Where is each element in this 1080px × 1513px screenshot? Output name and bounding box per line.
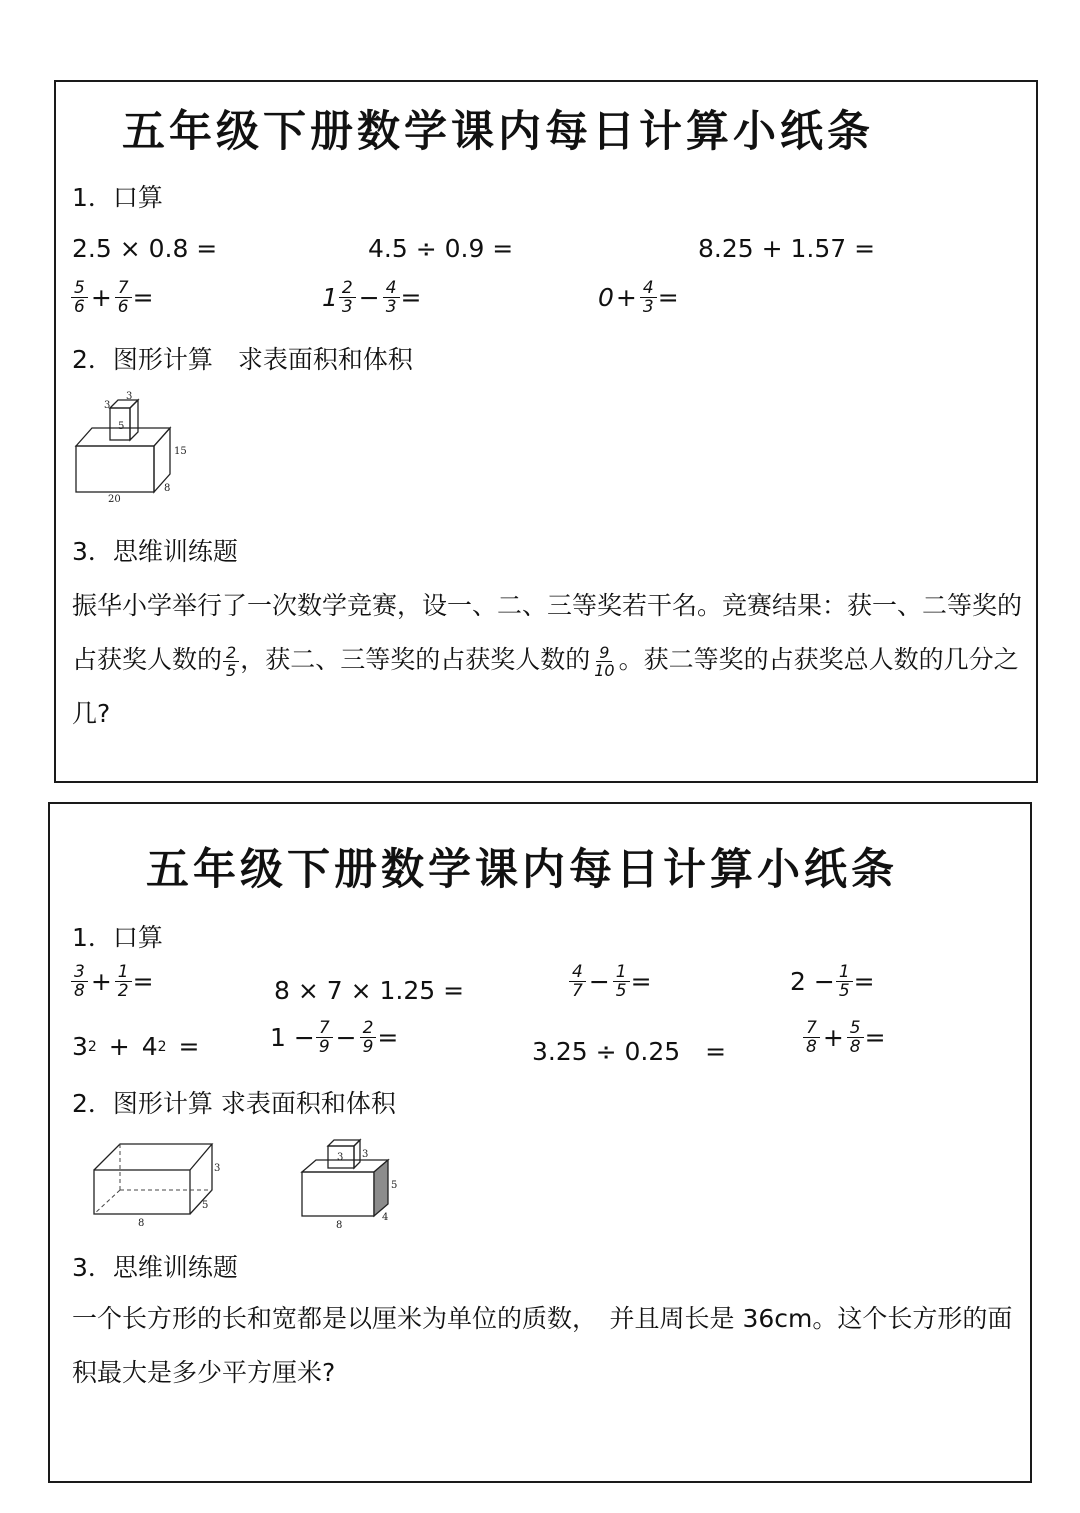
fraction: $\frac{7}{6}$: [115, 280, 132, 315]
section-mental-math-title: 1．口算: [72, 923, 163, 952]
fraction: $\frac{4}{7}$: [569, 964, 586, 999]
fig-label-depth: 4: [382, 1212, 389, 1223]
page-title: 五年级下册数学课内每日计算小纸条: [122, 107, 874, 157]
fraction: $\frac{7}{9}$: [316, 1020, 333, 1055]
word-problem-text: 振华小学举行了一次数学竞赛，设一、二、三等奖若干名。竞赛结果：获一、二等奖的占获奖人数的 $\frac{2}{5}$ ，获二、三等奖的占获奖人数的 $\frac{9}{10}$ 。获二等奖的占获奖总人数的几分之几?: [72, 591, 1023, 728]
worksheet-card-2: [48, 802, 1032, 1483]
fig-label-width: 8: [336, 1220, 343, 1230]
section-thinking-title: 3．思维训练题: [72, 537, 238, 566]
fig-label-height: 3: [214, 1163, 221, 1174]
fig-label-top-height: 3: [362, 1149, 369, 1160]
problem-mixed-subtract: 1 $\frac{2}{3}$ − $\frac{4}{3}$ =: [322, 278, 422, 317]
fraction: $\frac{1}{5}$: [613, 964, 630, 999]
problem-fraction-add-eighths: $\frac{7}{8}$ + $\frac{5}{8}$ =: [802, 1020, 886, 1055]
problem-zero-add: 0 + $\frac{4}{3}$ =: [598, 278, 679, 317]
fraction: $\frac{5}{6}$: [71, 280, 88, 315]
fig-label-top-height: 5: [118, 421, 125, 432]
word-problem-text: 一个长方形的长和宽都是以厘米为单位的质数， 并且周长是 36cm。这个长方形的面积最大是多少平方厘米?: [72, 1304, 1013, 1387]
composite-cuboid-figure: [296, 1130, 406, 1230]
problem-fraction-add: $\frac{5}{6}$ + $\frac{7}{6}$ =: [70, 280, 154, 315]
fig-label-top-width: 3: [104, 400, 111, 411]
fraction: $\frac{2}{9}$: [360, 1020, 377, 1055]
section-mental-math-title: 1．口算: [72, 183, 163, 212]
fraction: $\frac{9}{10}$: [594, 642, 615, 680]
problem-whole-minus-fraction: 2 − $\frac{1}{5}$ =: [790, 962, 875, 1001]
fraction: $\frac{2}{3}$: [339, 280, 356, 315]
fig-label-top-depth: 3: [126, 391, 133, 402]
problem-decimal-add: 8.25 + 1.57 =: [698, 234, 876, 263]
fig-label-depth: 5: [202, 1200, 209, 1211]
problem-one-minus-fractions: 1 − $\frac{7}{9}$ − $\frac{2}{9}$ =: [270, 1018, 399, 1057]
section-geometry-title: 2．图形计算 求表面积和体积: [72, 1089, 396, 1118]
fig-label-depth: 8: [164, 483, 171, 494]
cuboid-figure: [90, 1138, 230, 1230]
fraction: $\frac{1}{2}$: [115, 964, 132, 999]
fraction: $\frac{4}{3}$: [640, 280, 657, 315]
composite-cuboid-figure: [70, 388, 200, 504]
problem-decimal-divide: 4.5 ÷ 0.9 =: [368, 234, 514, 263]
worksheet-card-1: [54, 80, 1038, 783]
fraction: $\frac{2}{5}$: [223, 645, 239, 678]
fraction: $\frac{5}{8}$: [847, 1020, 864, 1055]
problem-decimal-divide: 3.25 ÷ 0.25 =: [532, 1037, 727, 1066]
fraction: $\frac{4}{3}$: [383, 280, 400, 315]
page-title: 五年级下册数学课内每日计算小纸条: [146, 845, 898, 895]
section-geometry-title: 2．图形计算 求表面积和体积: [72, 345, 413, 374]
problem-fraction-subtract: $\frac{4}{7}$ − $\frac{1}{5}$ =: [568, 964, 652, 999]
fraction: $\frac{1}{5}$: [836, 964, 853, 999]
problem-squares-sum: 3 2 + 4 2 =: [72, 1032, 200, 1061]
problem-fraction-add: $\frac{3}{8}$ + $\frac{1}{2}$ =: [70, 964, 154, 999]
problem-decimal-multiply: 2.5 × 0.8 =: [72, 234, 218, 263]
fraction: $\frac{7}{8}$: [803, 1020, 820, 1055]
section-thinking-title: 3．思维训练题: [72, 1253, 238, 1282]
fig-label-width: 20: [108, 494, 121, 504]
fig-label-top-width: 3: [337, 1152, 344, 1163]
fig-label-width: 8: [138, 1218, 145, 1229]
problem-multiply: 8 × 7 × 1.25 =: [274, 976, 465, 1005]
fig-label-height: 15: [174, 446, 187, 457]
fig-label-height: 5: [391, 1180, 398, 1191]
fraction: $\frac{3}{8}$: [71, 964, 88, 999]
